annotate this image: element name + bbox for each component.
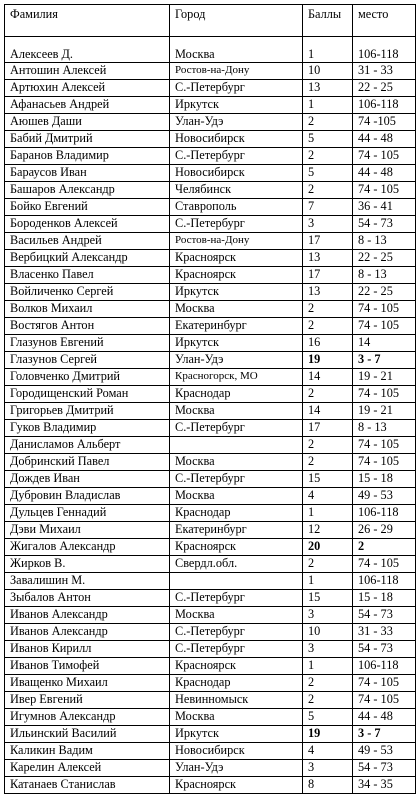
table-row: [5, 352, 416, 369]
cell-points: 13: [303, 284, 353, 301]
cell-name: Бабий Дмитрий: [5, 131, 170, 148]
table-row: [5, 114, 416, 131]
cell-place: 54 - 73: [353, 760, 416, 777]
cell-points: 1: [303, 505, 353, 522]
table-row: [5, 386, 416, 403]
cell-name: Бойко Евгений: [5, 199, 170, 216]
table-row: [5, 505, 416, 522]
cell-points: 7: [303, 199, 353, 216]
cell-city: Новосибирск: [170, 743, 303, 760]
cell-points: 1: [303, 37, 353, 63]
table-row: [5, 267, 416, 284]
cell-city: Новосибирск: [170, 131, 303, 148]
table-row: [5, 284, 416, 301]
cell-name: Григорьев Дмитрий: [5, 403, 170, 420]
table-row: [5, 590, 416, 607]
cell-place: 74 - 105: [353, 318, 416, 335]
cell-place: 19 - 21: [353, 403, 416, 420]
cell-place: 106-118: [353, 97, 416, 114]
cell-place: 74 - 105: [353, 556, 416, 573]
cell-city: [170, 573, 303, 590]
cell-name: Дубровин Владислав: [5, 488, 170, 505]
cell-city: Москва: [170, 301, 303, 318]
cell-place: 31 - 33: [353, 624, 416, 641]
header-row: [5, 5, 416, 37]
cell-city: Красногорск, МО: [170, 369, 303, 386]
cell-place: 74 - 105: [353, 692, 416, 709]
cell-name: Войличенко Сергей: [5, 284, 170, 301]
table-row: [5, 607, 416, 624]
cell-place: 74 -105: [353, 114, 416, 131]
cell-points: 2: [303, 437, 353, 454]
cell-city: С.-Петербург: [170, 420, 303, 437]
cell-place: 22 - 25: [353, 80, 416, 97]
header-points: Баллы: [303, 5, 353, 37]
table-row: [5, 165, 416, 182]
table-header: [5, 5, 416, 37]
table-row: [5, 420, 416, 437]
table-row: [5, 573, 416, 590]
cell-name: Бороденков Алексей: [5, 216, 170, 233]
table-row: [5, 760, 416, 777]
cell-place: 44 - 48: [353, 131, 416, 148]
table-row: [5, 403, 416, 420]
cell-name: Зыбалов Антон: [5, 590, 170, 607]
header-name: Фамилия: [5, 5, 170, 37]
cell-name: Артюхин Алексей: [5, 80, 170, 97]
table-row: [5, 709, 416, 726]
table-row: [5, 641, 416, 658]
cell-name: Иващенко Михаил: [5, 675, 170, 692]
cell-place: 44 - 48: [353, 165, 416, 182]
cell-place: 74 - 105: [353, 182, 416, 199]
cell-points: 2: [303, 692, 353, 709]
cell-name: Карелин Алексей: [5, 760, 170, 777]
cell-points: 19: [303, 726, 353, 743]
cell-name: Ильинский Василий: [5, 726, 170, 743]
cell-city: С.-Петербург: [170, 624, 303, 641]
table-row: [5, 539, 416, 556]
cell-name: Завалишин М.: [5, 573, 170, 590]
cell-name: Востягов Антон: [5, 318, 170, 335]
cell-place: 8 - 13: [353, 267, 416, 284]
table-row: [5, 522, 416, 539]
cell-points: 2: [303, 301, 353, 318]
table-row: [5, 63, 416, 80]
table-row: [5, 624, 416, 641]
cell-place: 74 - 105: [353, 148, 416, 165]
cell-city: Екатеринбург: [170, 318, 303, 335]
cell-points: 5: [303, 165, 353, 182]
cell-name: Дождев Иван: [5, 471, 170, 488]
cell-points: 13: [303, 250, 353, 267]
table-row: [5, 335, 416, 352]
cell-points: 16: [303, 335, 353, 352]
cell-name: Башаров Александр: [5, 182, 170, 199]
cell-points: 3: [303, 607, 353, 624]
cell-points: 15: [303, 590, 353, 607]
cell-points: 17: [303, 267, 353, 284]
table-row: [5, 250, 416, 267]
table-row: [5, 658, 416, 675]
cell-city: Красноярск: [170, 777, 303, 794]
cell-city: Краснодар: [170, 675, 303, 692]
cell-name: Алексеев Д.: [5, 37, 170, 63]
cell-name: Жирков В.: [5, 556, 170, 573]
cell-name: Иванов Кирилл: [5, 641, 170, 658]
cell-points: 8: [303, 777, 353, 794]
cell-points: 1: [303, 573, 353, 590]
table-row: [5, 369, 416, 386]
cell-points: 2: [303, 182, 353, 199]
cell-city: Ставрополь: [170, 199, 303, 216]
cell-city: Красноярск: [170, 267, 303, 284]
cell-city: Красноярск: [170, 539, 303, 556]
cell-points: 4: [303, 488, 353, 505]
cell-city: [170, 437, 303, 454]
cell-name: Добринский Павел: [5, 454, 170, 471]
table-row: [5, 556, 416, 573]
cell-place: 106-118: [353, 37, 416, 63]
cell-points: 3: [303, 760, 353, 777]
cell-city: С.-Петербург: [170, 471, 303, 488]
cell-points: 2: [303, 556, 353, 573]
table-row: [5, 454, 416, 471]
cell-name: Глазунов Сергей: [5, 352, 170, 369]
cell-points: 2: [303, 386, 353, 403]
cell-points: 12: [303, 522, 353, 539]
cell-points: 17: [303, 420, 353, 437]
cell-place: 36 - 41: [353, 199, 416, 216]
table-row: [5, 216, 416, 233]
cell-place: 54 - 73: [353, 216, 416, 233]
cell-points: 15: [303, 471, 353, 488]
cell-place: 74 - 105: [353, 675, 416, 692]
cell-points: 2: [303, 675, 353, 692]
table-row: [5, 182, 416, 199]
cell-points: 17: [303, 233, 353, 250]
cell-place: 106-118: [353, 573, 416, 590]
cell-place: 22 - 25: [353, 284, 416, 301]
cell-points: 14: [303, 369, 353, 386]
cell-place: 106-118: [353, 505, 416, 522]
cell-points: 10: [303, 63, 353, 80]
cell-city: С.-Петербург: [170, 148, 303, 165]
cell-place: 2: [353, 539, 416, 556]
table-row: [5, 437, 416, 454]
cell-city: Свердл.обл.: [170, 556, 303, 573]
cell-name: Волков Михаил: [5, 301, 170, 318]
cell-points: 14: [303, 403, 353, 420]
cell-name: Дэви Михаил: [5, 522, 170, 539]
cell-place: 54 - 73: [353, 607, 416, 624]
cell-name: Глазунов Евгений: [5, 335, 170, 352]
cell-city: Краснодар: [170, 505, 303, 522]
cell-place: 15 - 18: [353, 590, 416, 607]
cell-place: 26 - 29: [353, 522, 416, 539]
header-place: место: [353, 5, 416, 37]
table-row: [5, 471, 416, 488]
cell-city: Улан-Удэ: [170, 114, 303, 131]
table-row: [5, 777, 416, 794]
table-row: [5, 675, 416, 692]
cell-name: Игумнов Александр: [5, 709, 170, 726]
table-row: [5, 318, 416, 335]
table-row: [5, 743, 416, 760]
cell-name: Гуков Владимир: [5, 420, 170, 437]
cell-points: 20: [303, 539, 353, 556]
cell-city: Москва: [170, 488, 303, 505]
cell-place: 106-118: [353, 658, 416, 675]
cell-place: 3 - 7: [353, 726, 416, 743]
cell-city: Улан-Удэ: [170, 352, 303, 369]
cell-place: 74 - 105: [353, 301, 416, 318]
cell-place: 19 - 21: [353, 369, 416, 386]
cell-city: Красноярск: [170, 658, 303, 675]
cell-points: 19: [303, 352, 353, 369]
results-table: [4, 4, 416, 794]
cell-points: 4: [303, 743, 353, 760]
cell-points: 2: [303, 318, 353, 335]
cell-city: Екатеринбург: [170, 522, 303, 539]
table-row: [5, 97, 416, 114]
cell-name: Головченко Дмитрий: [5, 369, 170, 386]
cell-name: Ивер Евгений: [5, 692, 170, 709]
cell-name: Данисламов Альберт: [5, 437, 170, 454]
cell-name: Афанасьев Андрей: [5, 97, 170, 114]
cell-name: Бараусов Иван: [5, 165, 170, 182]
table-row: [5, 80, 416, 97]
cell-place: 8 - 13: [353, 233, 416, 250]
cell-name: Каликин Вадим: [5, 743, 170, 760]
cell-city: Невинномыск: [170, 692, 303, 709]
cell-city: Москва: [170, 403, 303, 420]
cell-name: Баранов Владимир: [5, 148, 170, 165]
cell-points: 2: [303, 454, 353, 471]
cell-place: 74 - 105: [353, 437, 416, 454]
cell-name: Жигалов Александр: [5, 539, 170, 556]
cell-city: Москва: [170, 454, 303, 471]
cell-city: С.-Петербург: [170, 216, 303, 233]
cell-points: 3: [303, 641, 353, 658]
cell-place: 31 - 33: [353, 63, 416, 80]
cell-place: 14: [353, 335, 416, 352]
cell-name: Катанаев Станислав: [5, 777, 170, 794]
cell-points: 2: [303, 114, 353, 131]
table-row: [5, 199, 416, 216]
cell-city: С.-Петербург: [170, 590, 303, 607]
cell-points: 5: [303, 131, 353, 148]
cell-name: Дульцев Геннадий: [5, 505, 170, 522]
cell-city: Красноярск: [170, 250, 303, 267]
table-row: [5, 131, 416, 148]
cell-city: Новосибирск: [170, 165, 303, 182]
cell-name: Иванов Тимофей: [5, 658, 170, 675]
cell-points: 10: [303, 624, 353, 641]
cell-name: Аюшев Даши: [5, 114, 170, 131]
table-row: [5, 233, 416, 250]
cell-place: 34 - 35: [353, 777, 416, 794]
cell-city: С.-Петербург: [170, 80, 303, 97]
table-body: [5, 37, 416, 794]
table-row: [5, 148, 416, 165]
cell-points: 5: [303, 709, 353, 726]
cell-city: Улан-Удэ: [170, 760, 303, 777]
cell-place: 49 - 53: [353, 743, 416, 760]
table-row: [5, 726, 416, 743]
cell-name: Городищенский Роман: [5, 386, 170, 403]
cell-city: Иркутск: [170, 97, 303, 114]
cell-city: Ростов-на-Дону: [170, 63, 303, 80]
cell-place: 8 - 13: [353, 420, 416, 437]
table-row: [5, 37, 416, 63]
cell-city: Челябинск: [170, 182, 303, 199]
cell-city: Краснодар: [170, 386, 303, 403]
cell-points: 1: [303, 97, 353, 114]
cell-city: Иркутск: [170, 726, 303, 743]
table-row: [5, 692, 416, 709]
cell-place: 15 - 18: [353, 471, 416, 488]
cell-name: Иванов Александр: [5, 607, 170, 624]
cell-city: Ростов-на-Дону: [170, 233, 303, 250]
table-row: [5, 488, 416, 505]
cell-city: Москва: [170, 37, 303, 63]
cell-points: 2: [303, 148, 353, 165]
cell-city: С.-Петербург: [170, 641, 303, 658]
table-row: [5, 301, 416, 318]
cell-place: 74 - 105: [353, 386, 416, 403]
cell-name: Васильев Андрей: [5, 233, 170, 250]
cell-name: Иванов Александр: [5, 624, 170, 641]
cell-place: 22 - 25: [353, 250, 416, 267]
cell-points: 13: [303, 80, 353, 97]
cell-points: 1: [303, 658, 353, 675]
header-city: Город: [170, 5, 303, 37]
cell-city: Иркутск: [170, 284, 303, 301]
cell-name: Антошин Алексей: [5, 63, 170, 80]
cell-city: Иркутск: [170, 335, 303, 352]
cell-place: 74 - 105: [353, 454, 416, 471]
cell-name: Вербицкий Александр: [5, 250, 170, 267]
cell-place: 44 - 48: [353, 709, 416, 726]
cell-name: Власенко Павел: [5, 267, 170, 284]
cell-points: 3: [303, 216, 353, 233]
cell-city: Москва: [170, 607, 303, 624]
cell-place: 49 - 53: [353, 488, 416, 505]
cell-place: 54 - 73: [353, 641, 416, 658]
cell-place: 3 - 7: [353, 352, 416, 369]
cell-city: Москва: [170, 709, 303, 726]
